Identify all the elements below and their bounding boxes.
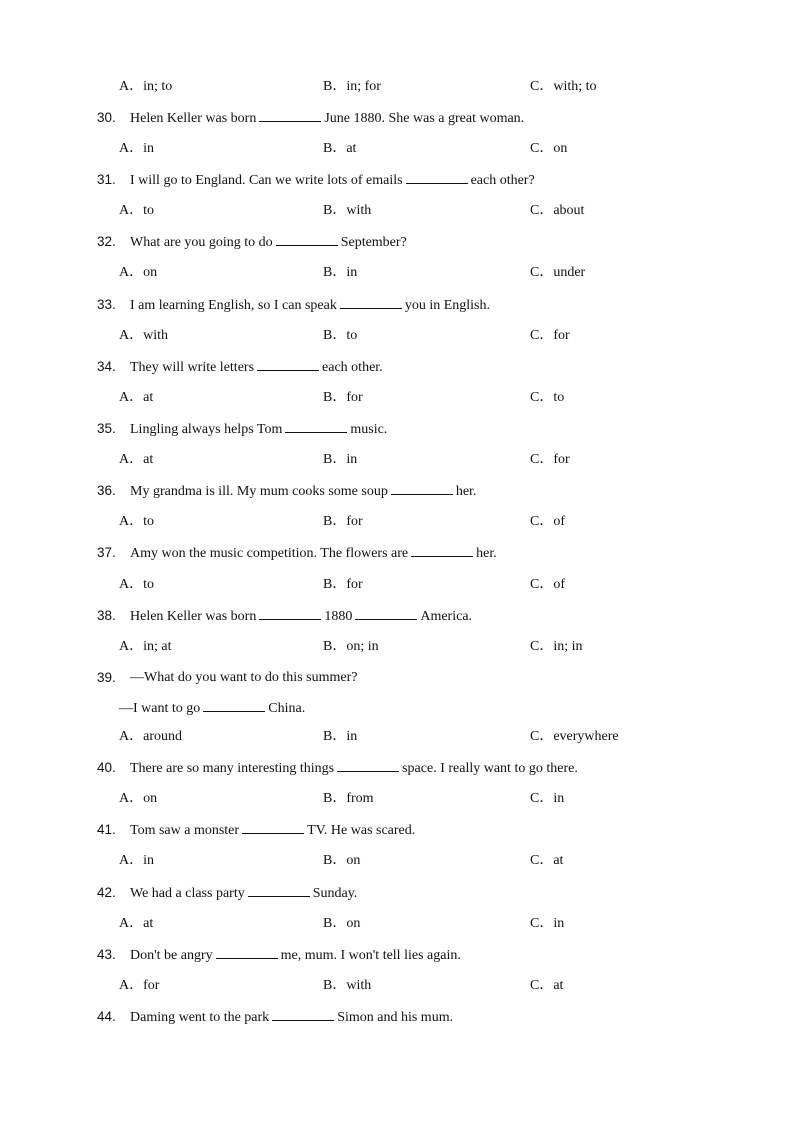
text-segment: you in English.	[404, 298, 490, 313]
text-segment: My grandma is ill. My mum cooks some soup	[130, 484, 388, 499]
question-text	[130, 295, 490, 316]
option-c: C．in	[530, 791, 565, 806]
option-a: A．to	[119, 203, 154, 218]
option-b: B．for	[323, 390, 363, 405]
answer-blank[interactable]	[355, 606, 417, 620]
text-segment: TV. He was scared.	[307, 823, 416, 838]
option-a: A．in	[119, 141, 154, 156]
option-c: C．at	[530, 978, 564, 993]
text-segment: China.	[268, 701, 306, 716]
option-c: C．in	[530, 916, 565, 931]
question-text	[130, 419, 387, 440]
question-number: 37.	[97, 545, 116, 560]
question-text	[130, 945, 461, 966]
question-text	[130, 232, 407, 253]
question-number: 35.	[97, 421, 116, 436]
option-a: A．at	[119, 390, 154, 405]
text-segment: Amy won the music competition. The flowers are	[130, 546, 409, 561]
text-segment: her.	[455, 484, 477, 499]
answer-blank[interactable]	[285, 419, 347, 433]
text-segment: America.	[420, 609, 473, 624]
answer-blank[interactable]	[272, 1007, 334, 1021]
option-c: C．for	[530, 452, 570, 467]
text-segment: space. I really want to go there.	[402, 761, 578, 776]
option-c: C．of	[530, 577, 565, 592]
question-text	[130, 820, 415, 841]
text-segment: Helen Keller was born	[130, 609, 257, 624]
option-a: A．to	[119, 514, 154, 529]
text-segment: Simon and his mum.	[337, 1010, 454, 1025]
option-a: A．in	[119, 853, 154, 868]
option-b: B．from	[323, 791, 374, 806]
option-b: B．on	[323, 916, 361, 931]
option-b: B．to	[323, 328, 358, 343]
option-a: A．for	[119, 978, 160, 993]
question-text	[130, 170, 535, 191]
text-segment: We had a class party	[130, 886, 245, 901]
answer-blank[interactable]	[411, 543, 473, 557]
question-text	[130, 481, 476, 502]
text-segment: June 1880. She was a great woman.	[324, 111, 525, 126]
question-text	[130, 543, 497, 564]
option-b: B．on	[323, 853, 361, 868]
option-b: B．in	[323, 729, 358, 744]
option-b: B．for	[323, 514, 363, 529]
option-a: A．at	[119, 452, 154, 467]
answer-blank[interactable]	[203, 698, 265, 712]
question-number: 32.	[97, 234, 116, 249]
option-a: A．with	[119, 328, 168, 343]
text-segment: each other.	[322, 360, 383, 375]
option-b: B．on; in	[323, 639, 379, 654]
text-segment: What are you going to do	[130, 235, 273, 250]
option-c: C．on	[530, 141, 568, 156]
option-a: A．around	[119, 729, 182, 744]
option-a: A．at	[119, 916, 154, 931]
option-c: C．to	[530, 390, 565, 405]
option-b: B．with	[323, 203, 372, 218]
text-segment: 1880	[324, 609, 353, 624]
text-segment: There are so many interesting things	[130, 761, 335, 776]
option-a: A．to	[119, 577, 154, 592]
answer-blank[interactable]	[391, 481, 453, 495]
answer-blank[interactable]	[340, 295, 402, 309]
question-text	[130, 606, 472, 627]
answer-blank[interactable]	[242, 820, 304, 834]
question-text	[130, 883, 357, 904]
option-c: C．about	[530, 203, 585, 218]
question-text	[130, 1007, 453, 1028]
answer-blank[interactable]	[216, 945, 278, 959]
text-segment: Lingling always helps Tom	[130, 422, 283, 437]
question-number: 40.	[97, 760, 116, 775]
text-segment: September?	[340, 235, 407, 250]
question-number: 33.	[97, 297, 116, 312]
question-number: 34.	[97, 359, 116, 374]
text-segment: each other?	[470, 173, 535, 188]
question-text	[119, 698, 305, 719]
option-a: A．on	[119, 791, 158, 806]
option-b: B．in	[323, 452, 358, 467]
option-a: A．in; at	[119, 639, 172, 654]
answer-blank[interactable]	[257, 357, 319, 371]
answer-blank[interactable]	[259, 108, 321, 122]
text-segment: her.	[476, 546, 497, 561]
text-segment: Daming went to the park	[130, 1010, 270, 1025]
question-number: 36.	[97, 483, 116, 498]
option-b: B．in; for	[323, 79, 381, 94]
option-a: A．on	[119, 265, 158, 280]
text-segment: I will go to England. Can we write lots of emails	[130, 173, 403, 188]
answer-blank[interactable]	[259, 606, 321, 620]
option-c: C．with; to	[530, 79, 597, 94]
option-c: C．of	[530, 514, 565, 529]
question-number: 43.	[97, 947, 116, 962]
answer-blank[interactable]	[406, 170, 468, 184]
question-number: 39.	[97, 670, 116, 685]
question-text	[130, 357, 383, 378]
option-b: B．for	[323, 577, 363, 592]
question-number: 41.	[97, 822, 116, 837]
option-c: C．in; in	[530, 639, 583, 654]
option-b: B．at	[323, 141, 357, 156]
question-text	[130, 758, 578, 779]
option-b: B．in	[323, 265, 358, 280]
text-segment: I am learning English, so I can speak	[130, 298, 337, 313]
question-text	[130, 668, 357, 688]
option-b: B．with	[323, 978, 372, 993]
question-text	[130, 108, 524, 129]
question-number: 31.	[97, 172, 116, 187]
question-number: 44.	[97, 1009, 116, 1024]
text-segment: They will write letters	[130, 360, 255, 375]
option-c: C．for	[530, 328, 570, 343]
text-segment: Tom saw a monster	[130, 823, 240, 838]
text-segment: Helen Keller was born	[130, 111, 257, 126]
text-segment: music.	[350, 422, 388, 437]
text-segment: —I want to go	[119, 701, 201, 716]
text-segment: Don't be angry	[130, 948, 213, 963]
answer-blank[interactable]	[248, 883, 310, 897]
text-segment: —What do you want to do this summer?	[130, 670, 358, 685]
text-segment: Sunday.	[312, 886, 358, 901]
question-number: 30.	[97, 110, 116, 125]
option-a: A．in; to	[119, 79, 173, 94]
option-c: C．everywhere	[530, 729, 619, 744]
option-c: C．under	[530, 265, 586, 280]
question-number: 38.	[97, 608, 116, 623]
answer-blank[interactable]	[337, 758, 399, 772]
option-c: C．at	[530, 853, 564, 868]
answer-blank[interactable]	[276, 232, 338, 246]
text-segment: me, mum. I won't tell lies again.	[280, 948, 461, 963]
question-number: 42.	[97, 885, 116, 900]
